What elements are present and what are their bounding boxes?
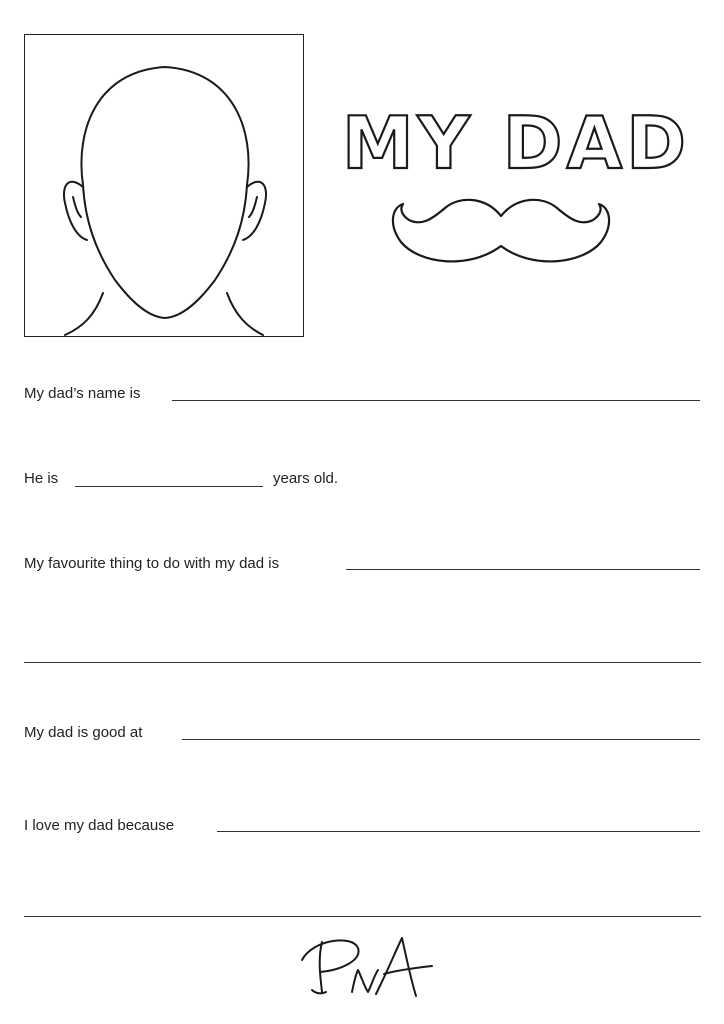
mustache-icon: [385, 190, 617, 274]
title-text: MY DAD: [341, 101, 691, 180]
love-answer-line-2[interactable]: [24, 916, 701, 917]
head-outline-icon: [25, 35, 305, 338]
age-prompt-prefix: He is: [24, 470, 59, 487]
good-at-prompt: My dad is good at: [24, 724, 143, 741]
favourite-prompt: My favourite thing to do with my dad is: [24, 555, 280, 572]
name-answer-line[interactable]: [172, 400, 700, 401]
pna-logo-icon: [292, 930, 437, 1005]
love-answer-line-1[interactable]: [217, 831, 700, 832]
portrait-frame: [24, 34, 304, 337]
name-prompt: My dad’s name is: [24, 385, 141, 402]
love-prompt: I love my dad because: [24, 817, 175, 834]
favourite-answer-line-2[interactable]: [24, 662, 701, 663]
page-title: [336, 100, 696, 180]
good-at-answer-line[interactable]: [182, 739, 700, 740]
favourite-answer-line-1[interactable]: [346, 569, 700, 570]
age-answer-line[interactable]: [75, 486, 263, 487]
age-prompt-suffix: years old.: [273, 470, 339, 487]
